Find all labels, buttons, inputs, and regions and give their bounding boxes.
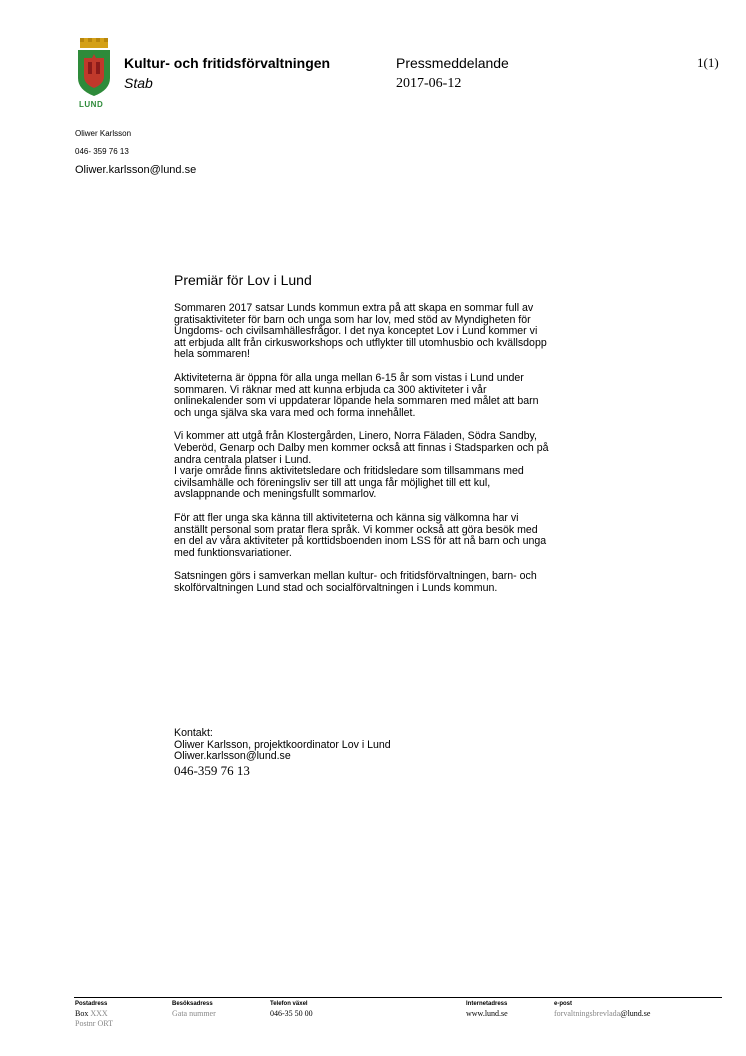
paragraph-line: en del av våra aktiviteter på korttidsboenden inom LSS för att nå barn och unga [174, 535, 547, 548]
org-name: Kultur- och fritidsförvaltningen [124, 55, 331, 71]
paragraph-line: och unga själva ska vara med och forma innehållet. [174, 406, 416, 419]
article-body [174, 303, 644, 594]
footer-postadress-line1: Box XXX [75, 1009, 108, 1018]
sender-name: Oliwer Karlsson [75, 129, 132, 138]
paragraph-line: Veberöd, Genarp och Dalby men kommer också att finnas i Stadsparken och på [174, 441, 549, 454]
document-type: Pressmeddelande [396, 55, 509, 71]
footer-postadress-line2: Postnr ORT [75, 1019, 113, 1028]
article-paragraph [174, 571, 644, 594]
footer-postadress-label: Postadress [75, 1001, 108, 1007]
footer-internet-label: Internetadress [466, 1001, 508, 1007]
paragraph-line: andra centrala platser i Lund. [174, 453, 312, 466]
paragraph-line: onlinekalender som vi uppdaterar löpande hela sommaren med målet att barn [174, 395, 539, 408]
footer-telefon-label: Telefon växel [270, 1001, 308, 1007]
paragraph-line: att erbjuda allt från cirkusworkshops och utflykter till utomhusbio och kvällsdopp [174, 336, 547, 349]
paragraph-line: För att fler unga ska känna till aktiviteterna och känna sig välkomna har vi [174, 511, 519, 524]
contact-block [174, 728, 574, 778]
footer-besok-label: Besöksadress [172, 1001, 213, 1007]
footer-epost [554, 1000, 650, 1019]
paragraph-line: gratisaktiviteter för barn och unga som har lov, med stöd av Myndigheten för [174, 313, 531, 326]
paragraph-line: hela sommaren! [174, 348, 250, 361]
footer-epost-prefix: forvaltningsbrevlada [554, 1009, 621, 1018]
sender-phone: 046- 359 76 13 [75, 147, 129, 156]
paragraph-line: civilsamhälle och föreningsliv ser till att unga får möjlighet till ett kul, [174, 476, 491, 489]
paragraph-line: med funktionsvariationer. [174, 546, 292, 559]
footer-telefon [270, 1000, 313, 1019]
article [174, 272, 644, 606]
paragraph-line: sommaren. Vi räknar med att kunna erbjuda ca 300 aktiviteter i vår [174, 383, 487, 396]
footer-internet-value[interactable]: www.lund.se [466, 1009, 508, 1018]
org-subtitle: Stab [124, 75, 153, 91]
contact-phone: 046-359 76 13 [174, 762, 250, 778]
sender-email: Oliwer.karlsson@lund.se [75, 164, 197, 176]
paragraph-line: avslappnande och meningsfullt sommarlov. [174, 488, 377, 501]
logo-text: LUND [79, 100, 104, 109]
footer-epost-suffix: @lund.se [620, 1009, 651, 1018]
article-title: Premiär för Lov i Lund [174, 272, 312, 288]
footer-divider [74, 997, 722, 998]
contact-person: Oliwer Karlsson, projektkoordinator Lov i Lund [174, 738, 391, 751]
paragraph-line: Ungdoms- och civilsamhällesfrågor. I det nya konceptet Lov i Lund kommer vi [174, 325, 538, 338]
article-paragraph [174, 431, 644, 501]
page-number: 1(1) [697, 55, 719, 70]
article-paragraph [174, 513, 644, 559]
footer-epost-value[interactable] [554, 1009, 650, 1019]
footer-internet [466, 1000, 508, 1019]
article-paragraph [174, 373, 644, 419]
footer-besoksadress [172, 1000, 216, 1019]
paragraph-line: Aktiviteterna är öppna för alla unga mellan 6-15 år som vistas i Lund under [174, 371, 524, 384]
paragraph-line: anställt personal som pratar flera språk. Vi kommer också att göra besök med [174, 523, 538, 536]
article-paragraph [174, 303, 644, 361]
footer-postadress [75, 1000, 113, 1029]
paragraph-line: Satsningen görs i samverkan mellan kultur- och fritidsförvaltningen, barn- och [174, 570, 537, 583]
paragraph-line: Vi kommer att utgå från Klostergården, Linero, Norra Fäladen, Södra Sandby, [174, 430, 537, 443]
contact-email: Oliwer.karlsson@lund.se [174, 750, 291, 763]
lund-logo [74, 36, 114, 116]
document-date: 2017-06-12 [396, 76, 462, 91]
paragraph-line: I varje område finns aktivitetsledare och fritidsledare som tillsammans med [174, 465, 524, 478]
footer-telefon-value: 046-35 50 00 [270, 1009, 313, 1018]
footer-epost-label: e-post [554, 1001, 572, 1007]
paragraph-line: skolförvaltningen Lund stad och socialförvaltningen i Lunds kommun. [174, 581, 498, 594]
paragraph-line: Sommaren 2017 satsar Lunds kommun extra på att skapa en sommar full av [174, 302, 534, 314]
footer-besok-value: Gata nummer [172, 1009, 216, 1018]
contact-label: Kontakt: [174, 727, 213, 739]
